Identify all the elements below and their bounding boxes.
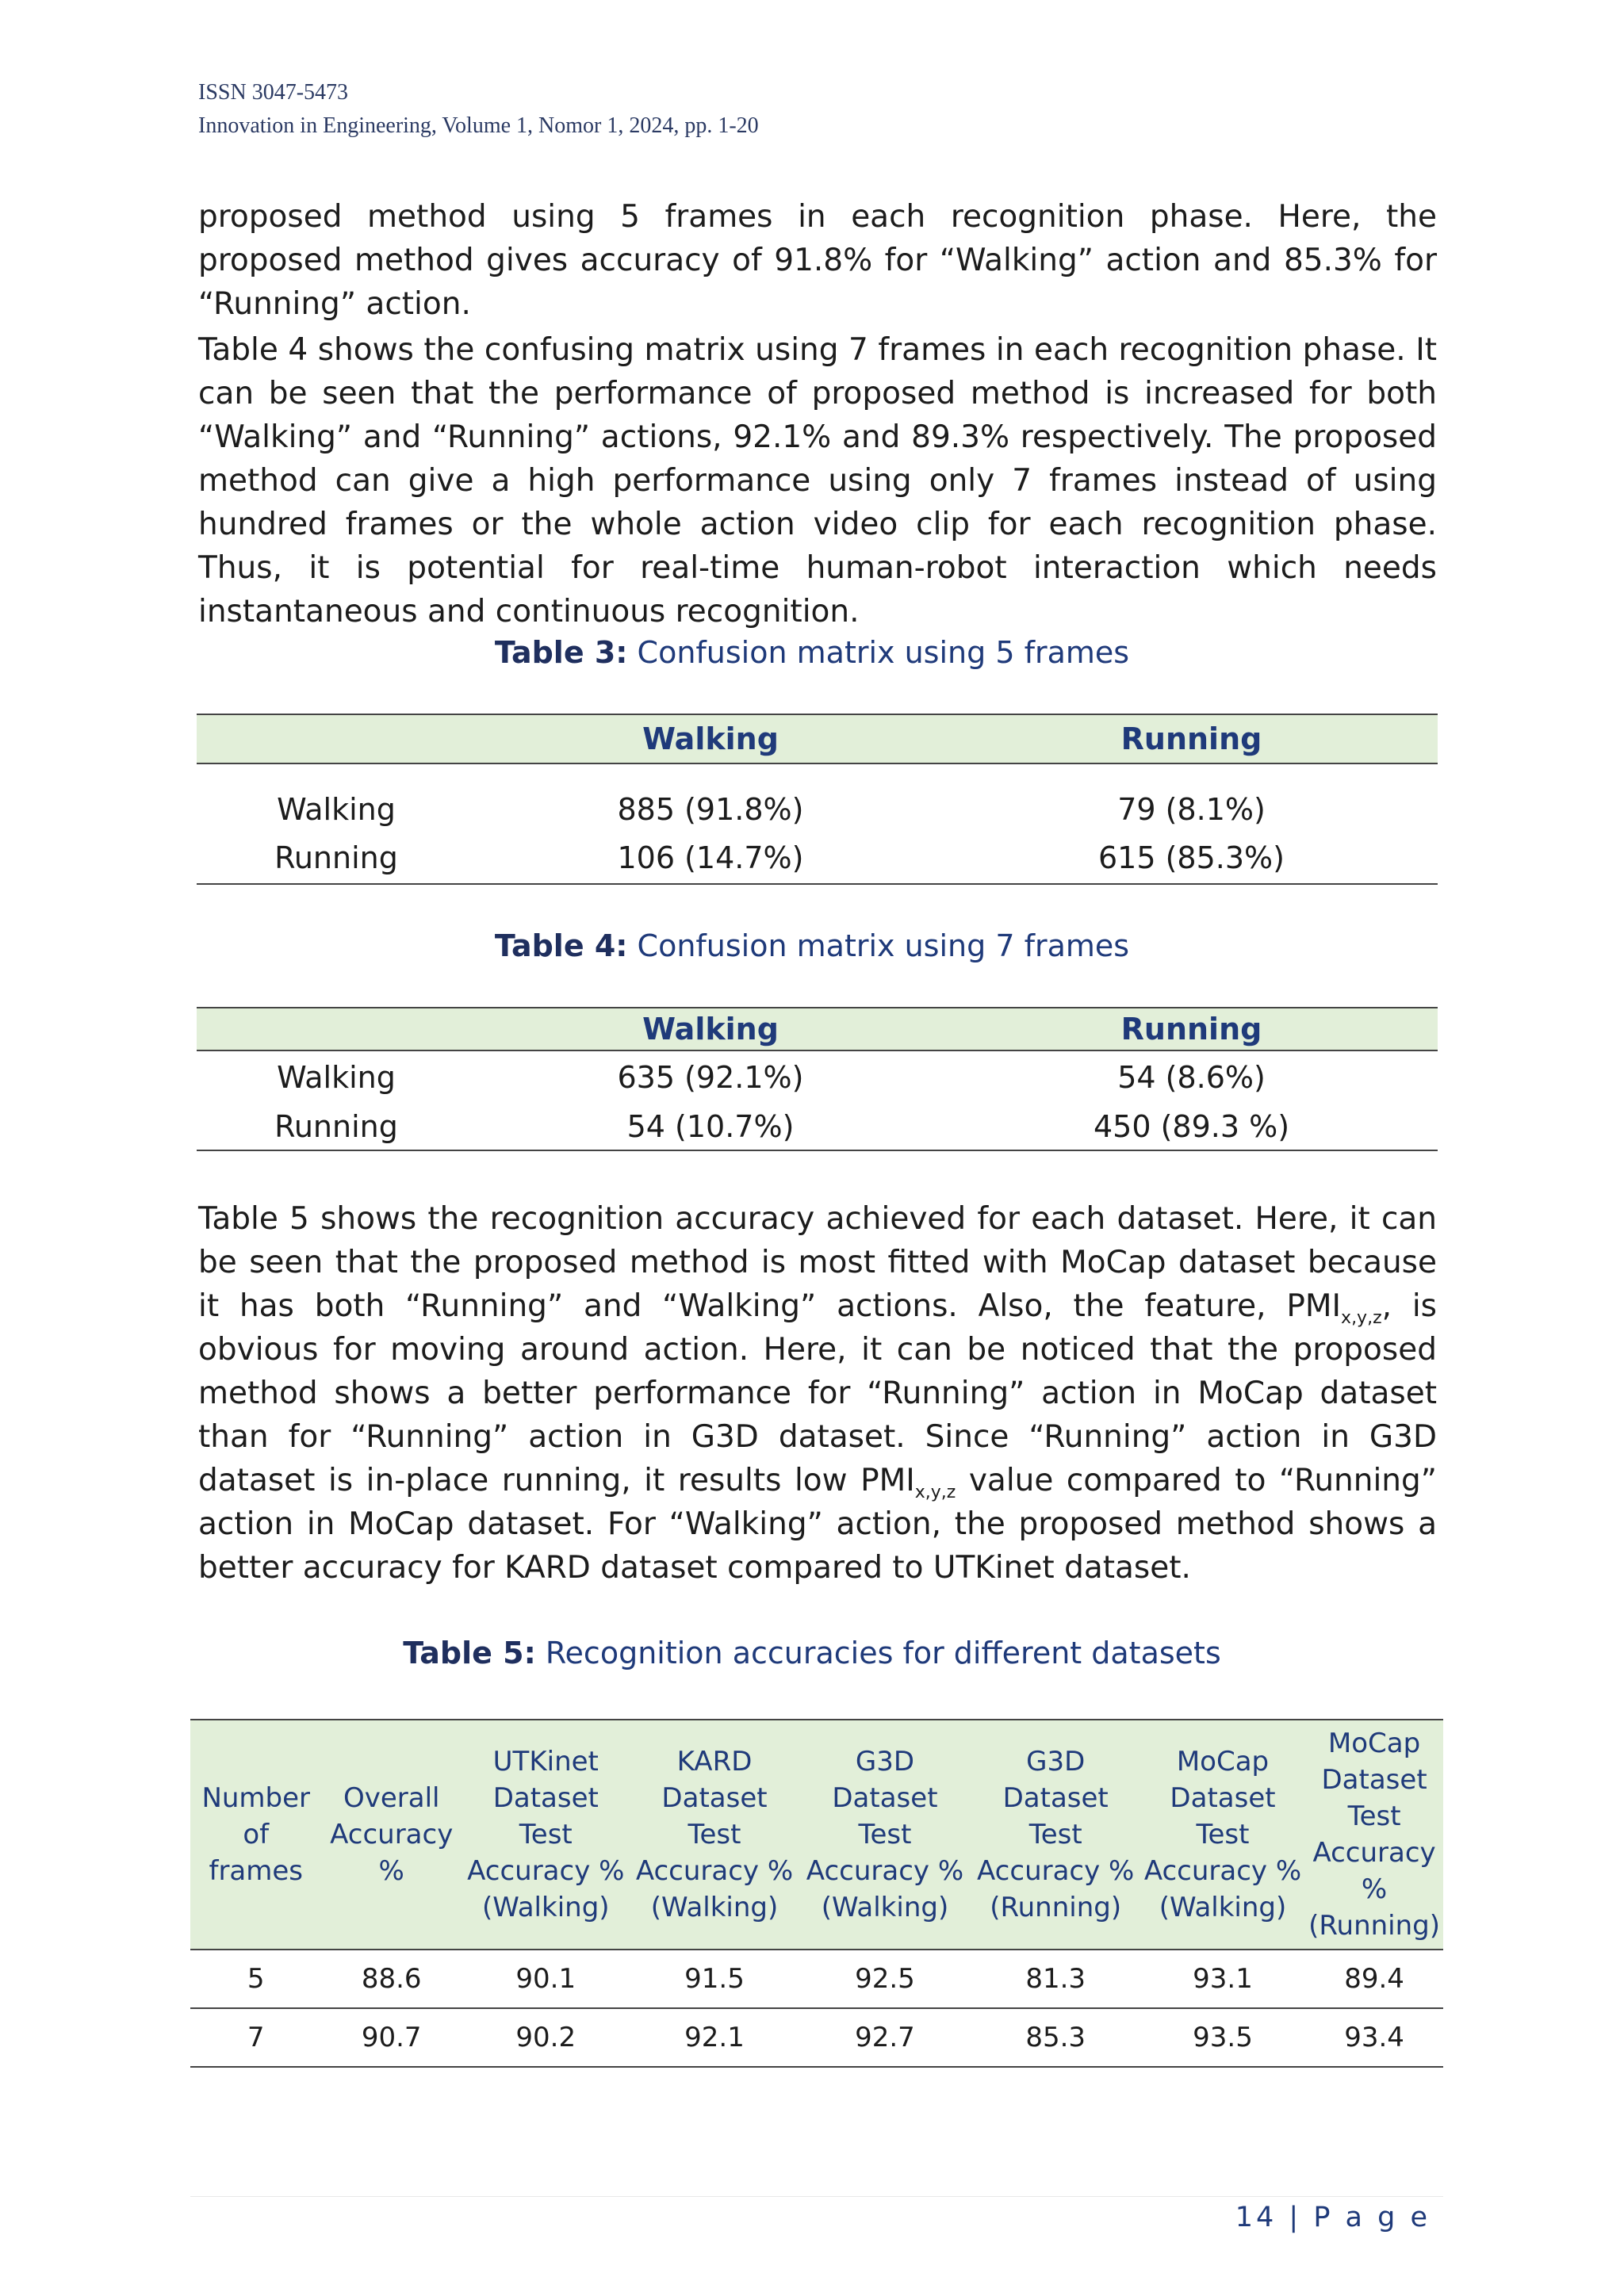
table3 [197, 714, 1438, 885]
table5-header-cell: G3D Dataset Test Accuracy % (Walking) [799, 1720, 971, 1950]
table-cell: 93.5 [1140, 2008, 1305, 2067]
table4-title: Confusion matrix using 7 frames [637, 928, 1130, 963]
table-cell: Running [197, 1103, 476, 1150]
table3-label: Table 3: [494, 635, 628, 670]
table-cell: 885 (91.8%) [617, 792, 804, 827]
table-cell: 7 [190, 2008, 322, 2067]
table-cell: 92.1 [630, 2008, 799, 2067]
table-cell: 635 (92.1%) [617, 1059, 804, 1095]
table4-label: Table 4: [494, 928, 628, 963]
table3-header-cell [197, 714, 476, 763]
table-cell: 89.4 [1305, 1950, 1443, 2008]
table4-header-cell [197, 1008, 476, 1050]
journal-info: Innovation in Engineering, Volume 1, Nomor 1, 2024, pp. 1-20 [198, 113, 759, 138]
table5-header-cell: UTKinet Dataset Test Accuracy % (Walking) [462, 1720, 630, 1950]
table-row [197, 1050, 1438, 1103]
table-cell: 85.3 [971, 2008, 1140, 2067]
table-cell: 54 (8.6%) [1117, 1059, 1266, 1095]
table-cell: Walking [277, 792, 396, 827]
paragraph-3 [198, 1197, 1437, 1590]
table5-header-cell: KARD Dataset Test Accuracy % (Walking) [630, 1720, 799, 1950]
table-cell: 54 (10.7%) [476, 1103, 945, 1150]
table5-caption [0, 1633, 1624, 1673]
table5-header-cell: MoCap Dataset Test Accuracy % (Walking) [1140, 1720, 1305, 1950]
paragraph-3-part-3: value compared to “Running” action in MoCap dataset. For “Walking” action, the proposed method shows a better accuracy for KARD dataset compared to UTKinet dataset. [198, 1463, 1437, 1586]
table4 [197, 1007, 1438, 1151]
table-cell: 615 (85.3%) [945, 832, 1438, 884]
table-cell: Running [197, 832, 476, 884]
table-cell: 91.5 [630, 1950, 799, 2008]
table-row [197, 832, 1438, 884]
table5-title: Recognition accuracies for different datasets [545, 1636, 1221, 1670]
table-cell: Walking [277, 1059, 396, 1095]
table-cell: 90.1 [462, 1950, 630, 2008]
table-row [190, 1950, 1443, 2008]
issn: ISSN 3047-5473 [198, 80, 349, 105]
table-cell: 106 (14.7%) [476, 832, 945, 884]
paragraph-2: Table 4 shows the confusing matrix using 7 frames in each recognition phase. It can be seen that the performance of proposed method is increased for both “Walking” and “Running” actions, 92.1% and 89.3% respectively. The proposed method can give a high performance using only 7 frames instead of using hundred frames or the whole action video clip for each recognition phase. Thus, it is potential for real-time human-robot interaction which needs instantaneous and continuous recognition. [198, 332, 1437, 629]
table5-header-cell: G3D Dataset Test Accuracy % (Running) [971, 1720, 1140, 1950]
footer-divider [190, 2196, 1443, 2197]
table-cell: 88.6 [322, 1950, 462, 2008]
table-cell: 450 (89.3 %) [945, 1103, 1438, 1150]
table-cell: 79 (8.1%) [1117, 792, 1266, 827]
paragraph-1: proposed method using 5 frames in each recognition phase. Here, the proposed method gives accuracy of 91.8% for “Walking” action and 85.3% for “Running” action. [198, 199, 1437, 322]
pmi-subscript: x,y,z [914, 1482, 956, 1502]
table-cell: 92.5 [799, 1950, 971, 2008]
paragraph-3-part-2: , is obvious for moving around action. Here, it can be noticed that the proposed method shows a better performance for “Running” action in MoCap dataset than for “Running” action in G3D dataset. Since “Running” action in G3D dataset is in-place running, it results low PMI [198, 1288, 1437, 1498]
table-cell: 93.1 [1140, 1950, 1305, 2008]
table5-header-cell: Number of frames [190, 1720, 322, 1950]
table-cell: 92.7 [799, 2008, 971, 2067]
table-cell: 90.7 [322, 2008, 462, 2067]
table-cell: 90.2 [462, 2008, 630, 2067]
table5-header-cell: MoCap Dataset Test Accuracy % (Running) [1305, 1720, 1443, 1950]
table-cell: 5 [190, 1950, 322, 2008]
table5 [190, 1719, 1443, 2068]
table-row [190, 2008, 1443, 2067]
pmi-subscript: x,y,z [1341, 1307, 1382, 1328]
table-cell: 93.4 [1305, 2008, 1443, 2067]
table5-label: Table 5: [403, 1636, 536, 1670]
table3-caption [0, 633, 1624, 672]
table3-header-cell: Walking [476, 714, 945, 763]
paragraph-3-part-1: Table 5 shows the recognition accuracy achieved for each dataset. Here, it can be seen that the proposed method is most fitted with MoCap dataset because it has both “Running” and “Walking” actions. Also, the feature, PMI [198, 1201, 1437, 1324]
table3-header-cell: Running [945, 714, 1438, 763]
table-row [197, 763, 1438, 832]
table3-title: Confusion matrix using 5 frames [637, 635, 1130, 670]
table4-header-cell: Running [945, 1008, 1438, 1050]
table-row [197, 1103, 1438, 1150]
table4-header-cell: Walking [476, 1008, 945, 1050]
table5-header-cell: Overall Accuracy % [322, 1720, 462, 1950]
table4-caption [0, 926, 1624, 966]
page-number: 14 | P a g e [1235, 2202, 1431, 2233]
journal-header [198, 76, 759, 143]
table-cell: 81.3 [971, 1950, 1140, 2008]
